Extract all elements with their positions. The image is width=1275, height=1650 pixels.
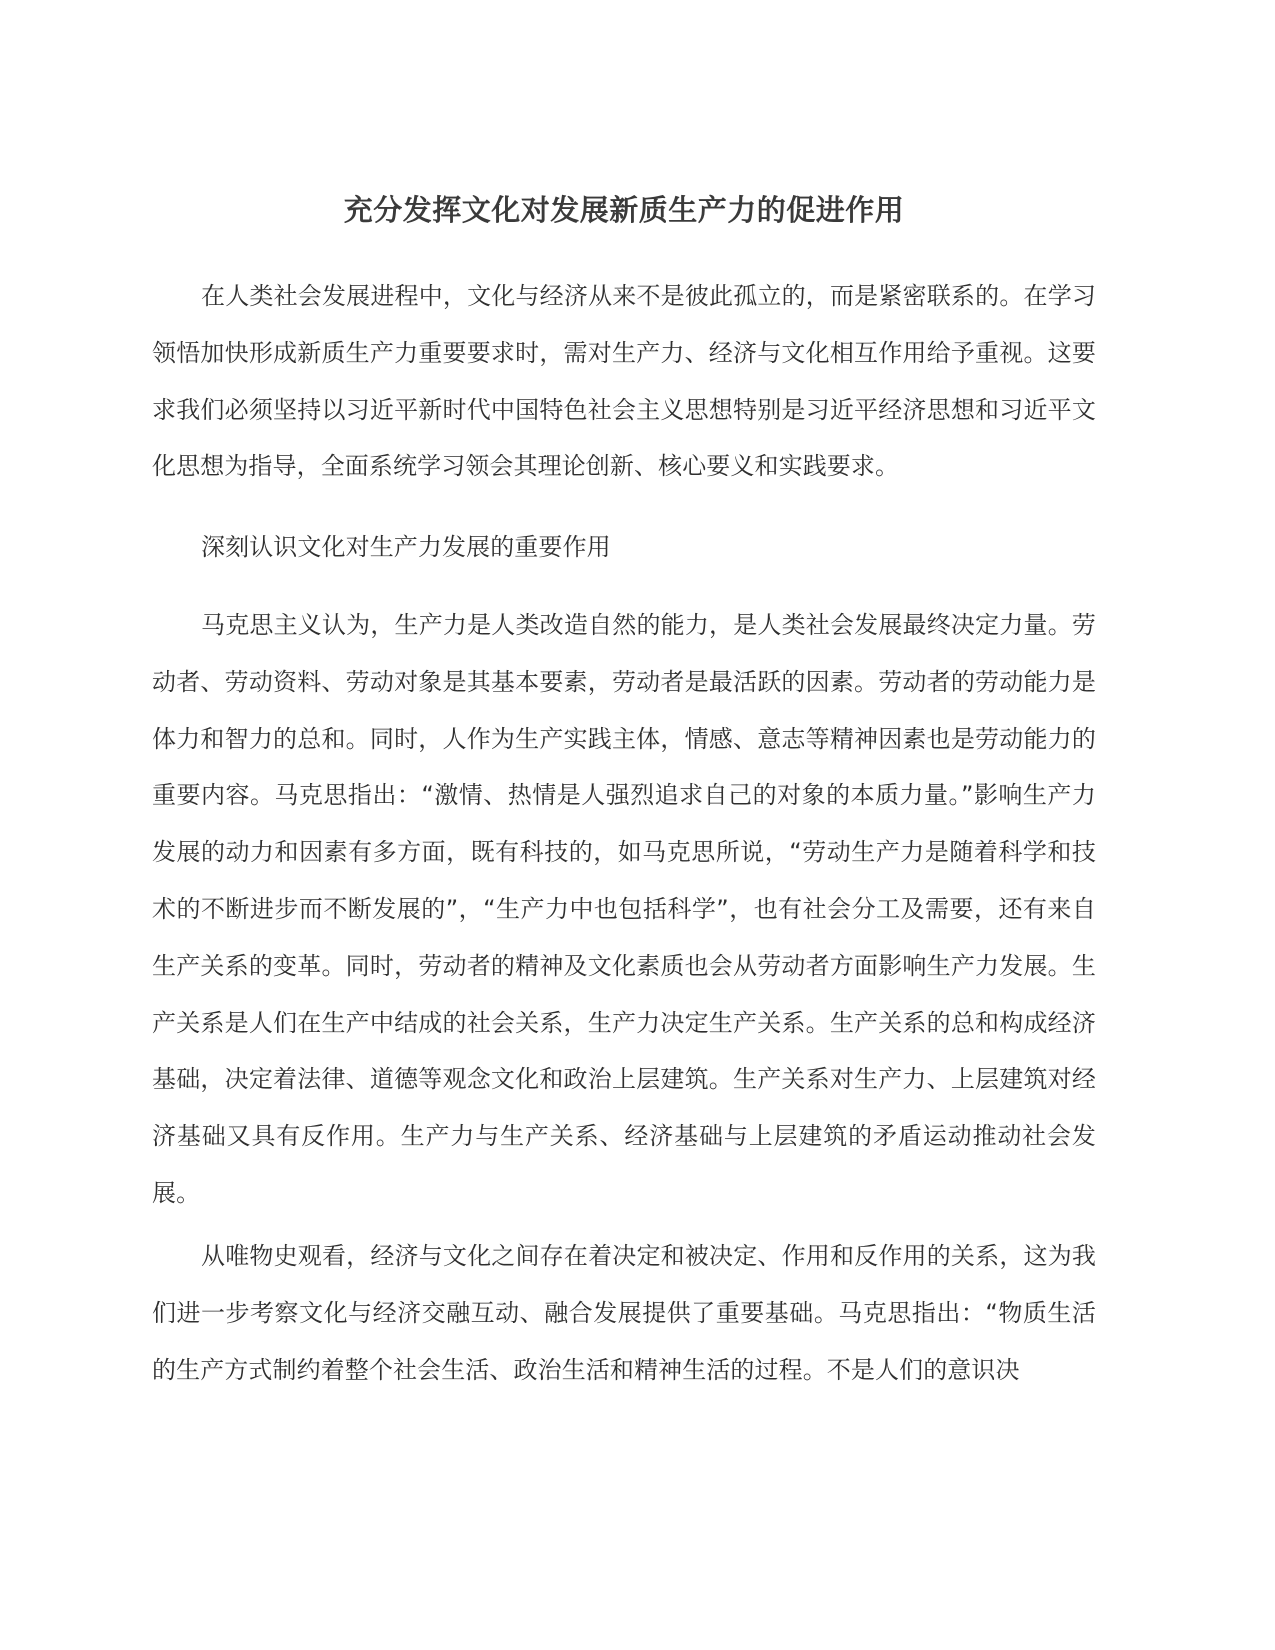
- paragraph-intro: 在人类社会发展进程中，文化与经济从来不是彼此孤立的，而是紧密联系的。在学习领悟加快形成新质生产力重要要求时，需对生产力、经济与文化相互作用给予重视。这要求我们必须坚持以习近平新时代中国特色社会主义思想特别是习近平经济思想和习近平文化思想为指导，全面系统学习领会其理论创新、核心要义和实践要求。: [152, 282, 1096, 481]
- document-title: 充分发挥文化对发展新质生产力的促进作用: [343, 193, 905, 227]
- paragraph-marxism: 马克思主义认为，生产力是人类改造自然的能力，是人类社会发展最终决定力量。劳动者、劳动资料、劳动对象是其基本要素，劳动者是最活跃的因素。劳动者的劳动能力是体力和智力的总和。同时，人作为生产实践主体，情感、意志等精神因素也是劳动能力的重要内容。马克思指出：“激情、热情是人强烈追求自己的对象的本质力量。”影响生产力发展的动力和因素有多方面，既有科技的，如马克思所说，“劳动生产力是随着科学和技术的不断进步而不断发展的”，“生产力中也包括科学”，也有社会分工及需要，还有来自生产关系的变革。同时，劳动者的精神及文化素质也会从劳动者方面影响生产力发展。生产关系是人们在生产中结成的社会关系，生产力决定生产关系。生产关系的总和构成经济基础，决定着法律、道德等观念文化和政治上层建筑。生产关系对生产力、上层建筑对经济基础又具有反作用。生产力与生产关系、经济基础与上层建筑的矛盾运动推动社会发展。: [152, 611, 1096, 1207]
- paragraph-historical-materialism: 从唯物史观看，经济与文化之间存在着决定和被决定、作用和反作用的关系，这为我们进一步考察文化与经济交融互动、融合发展提供了重要基础。马克思指出：“物质生活的生产方式制约着整个社会生活、政治生活和精神生活的过程。不是人们的意识决: [152, 1242, 1096, 1384]
- section-heading: 深刻认识文化对生产力发展的重要作用: [201, 533, 611, 561]
